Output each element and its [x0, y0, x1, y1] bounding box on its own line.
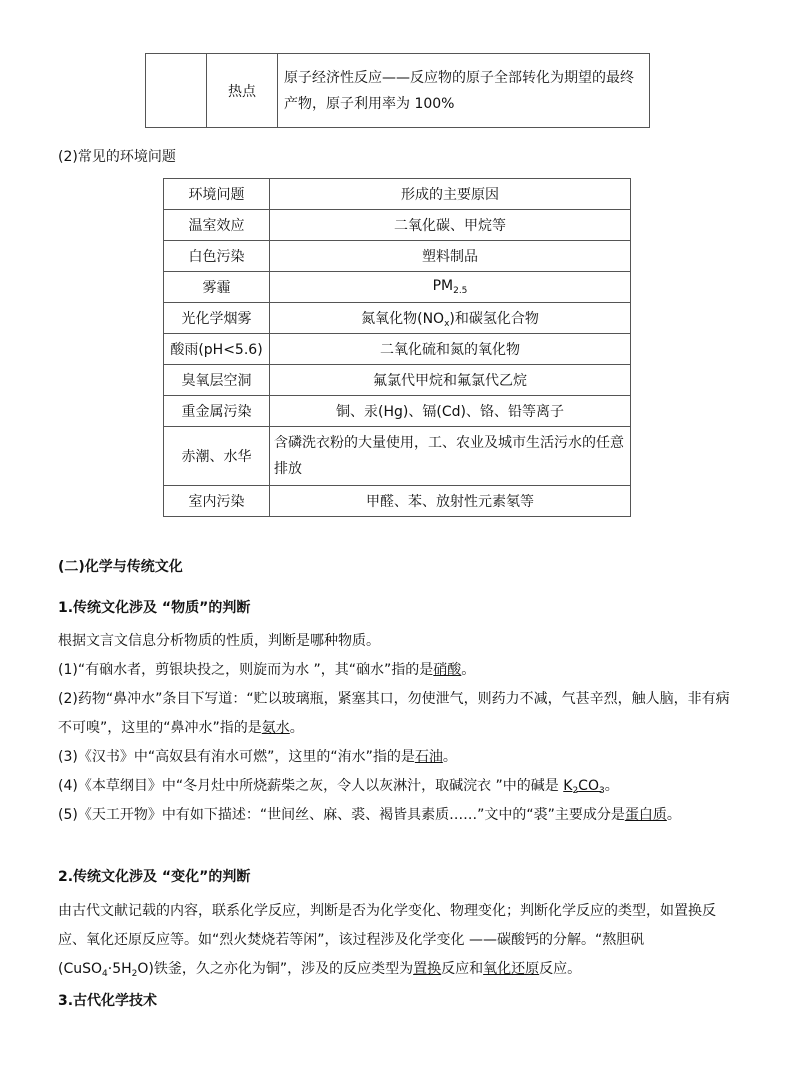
table-row — [164, 486, 631, 517]
table-header-row — [164, 179, 631, 210]
cause-cell: 铜、汞(Hg)、镉(Cd)、铬、铅等离子 — [270, 396, 631, 427]
section-title-environment: (2)常见的环境问题 — [58, 149, 176, 165]
cause-cell — [270, 303, 631, 334]
answer: 氧化还原 — [483, 961, 540, 977]
issue-cell: 酸雨(pH<5.6) — [164, 334, 270, 365]
issue-cell: 白色污染 — [164, 241, 270, 272]
table-row — [146, 54, 650, 128]
issue-cell: 雾霾 — [164, 272, 270, 303]
issue-cell: 赤潮、水华 — [164, 427, 270, 486]
table-row — [164, 241, 631, 272]
subscript: 4 — [102, 969, 108, 979]
paragraph-change — [58, 897, 738, 989]
subscript: x — [444, 318, 450, 329]
issue-cell: 温室效应 — [164, 210, 270, 241]
cause-cell: 含磷洗衣粉的大量使用，工、农业及城市生活污水的任意排放 — [270, 427, 631, 486]
text: 反应。 — [539, 961, 582, 977]
table-row — [164, 272, 631, 303]
section-title-substance: 1.传统文化涉及 “物质”的判断 — [58, 600, 251, 616]
subscript: 2.5 — [453, 286, 468, 296]
table-row — [164, 365, 631, 396]
part-title: (二)化学与传统文化 — [58, 559, 183, 575]
list-item — [58, 685, 738, 743]
answer-part: CO — [578, 778, 599, 794]
issue-cell: 重金属污染 — [164, 396, 270, 427]
table-row — [164, 334, 631, 365]
hotspot-label: 热点 — [207, 54, 278, 128]
answer: 石油 — [414, 749, 443, 765]
table-row — [164, 396, 631, 427]
item-text: (2)药物“鼻冲水”条目下写道：“贮以玻璃瓶，紧塞其口，勿使泄气，则药力不减，气甚辛烈，触人脑，非有病不可嗅”，这里的“鼻冲水”指的是 — [58, 691, 730, 736]
text: 由古代文献记载的内容，联系化学反应，判断是否为化学变化、物理变化；判断化学反应的类型，如置换反应、氧化还原反应等。如“烈火焚烧若等闲”，该过程涉及化学变化 ——碳酸钙的分解。“熬胆矾(CuSO — [58, 903, 716, 977]
item-text: 。 — [289, 720, 304, 736]
header-cause: 形成的主要原因 — [270, 179, 631, 210]
answer: 氨水 — [261, 720, 290, 736]
cause-text: PM — [432, 278, 454, 294]
item-text: (4)《本草纲目》中“冬月灶中所烧薪柴之灰，令人以灰淋汁，取碱浣衣 ”中的碱是 — [58, 778, 564, 794]
hotspot-text: 原子经济性反应——反应物的原子全部转化为期望的最终产物，原子利用率为 100% — [278, 54, 650, 128]
issue-cell: 室内污染 — [164, 486, 270, 517]
cause-cell: 甲醛、苯、放射性元素氡等 — [270, 486, 631, 517]
cause-text: 氮氧化物(NO — [361, 310, 445, 327]
section-title-technology: 3.古代化学技术 — [58, 993, 158, 1009]
environment-table — [163, 178, 631, 517]
item-text: (5)《天工开物》中有如下描述：“世间丝、麻、裘、褐皆具素质……”文中的“裘”主要成分是 — [58, 807, 625, 823]
item-text: (3)《汉书》中“高奴县有洧水可燃”，这里的“洧水”指的是 — [58, 749, 415, 765]
list-item — [58, 801, 738, 830]
answer: 置换 — [413, 961, 442, 977]
text: ·5H — [107, 961, 132, 977]
section-title-change: 2.传统文化涉及 “变化”的判断 — [58, 869, 251, 885]
empty-cell — [146, 54, 207, 128]
hotspot-table — [145, 53, 650, 128]
issue-cell: 光化学烟雾 — [164, 303, 270, 334]
item-text: 。 — [666, 807, 681, 823]
answer-part: K — [563, 778, 573, 794]
issue-cell: 臭氧层空洞 — [164, 365, 270, 396]
table-row — [164, 303, 631, 334]
item-text: 。 — [461, 662, 476, 678]
cause-cell: 二氧化硫和氮的氧化物 — [270, 334, 631, 365]
text: O)铁釜，久之亦化为铜”，涉及的反应类型为 — [137, 961, 414, 977]
cause-text: )和碳氢化合物 — [449, 310, 539, 327]
item-text: 。 — [604, 778, 619, 794]
table-row — [164, 210, 631, 241]
answer: 蛋白质 — [624, 807, 667, 823]
subscript: 2 — [572, 786, 579, 796]
text: 反应和 — [441, 961, 484, 977]
cause-cell: 二氧化碳、甲烷等 — [270, 210, 631, 241]
list-item — [58, 656, 738, 685]
header-issue: 环境问题 — [164, 179, 270, 210]
subscript: 3 — [598, 786, 605, 796]
paragraph-intro: 根据文言文信息分析物质的性质，判断是哪种物质。 — [58, 633, 380, 649]
subscript: 2 — [131, 969, 138, 979]
item-text: 。 — [442, 749, 457, 765]
table-row — [164, 427, 631, 486]
cause-cell: 塑料制品 — [270, 241, 631, 272]
cause-cell: 氟氯代甲烷和氟氯代乙烷 — [270, 365, 631, 396]
answer: 硝酸 — [433, 662, 462, 678]
cause-cell — [270, 272, 631, 303]
item-text: (1)“有硇水者，剪银块投之，则旋而为水 ”，其“硇水”指的是 — [58, 662, 434, 678]
answer — [563, 778, 604, 794]
list-item — [58, 743, 738, 772]
